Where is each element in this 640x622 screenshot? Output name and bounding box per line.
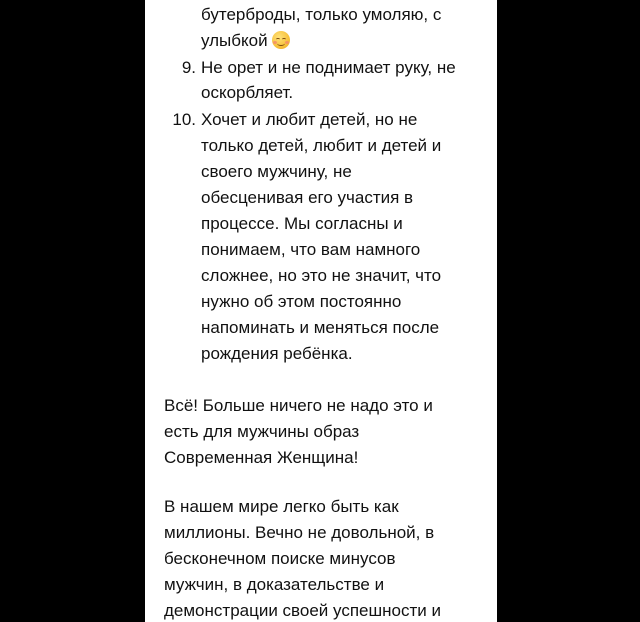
smiling-face-emoji-icon [272, 31, 290, 49]
screenshot-page [145, 0, 497, 622]
paragraph-2-line-1: В нашем мире легко быть как [164, 497, 399, 516]
list-item-10-line-8: нужно об этом постоянно [201, 292, 402, 311]
paragraph-1-line-2: есть для мужчины образ [164, 422, 360, 441]
list-item-10-line-3: своего мужчину, не [201, 162, 352, 181]
list-number-9: 9. [181, 58, 196, 77]
list-item-8-line-2 [201, 28, 290, 53]
paragraph-1-line-1: Всё! Больше ничего не надо это и [164, 396, 433, 415]
paragraph-2-line-5: демонстрации своей успешности и [164, 601, 441, 620]
list-item-8-line-1: бутерброды, только умоляю, с [201, 5, 442, 24]
list-item-8-line-2-text: улыбкой [201, 31, 268, 50]
list-item-10-line-6: понимаем, что вам намного [201, 240, 421, 259]
list-item-9-line-2: оскорбляет. [201, 83, 294, 102]
list-number-10: 10. [172, 110, 196, 129]
paragraph-2-line-2: миллионы. Вечно не довольной, в [164, 523, 435, 542]
list-item-9-line-1: Не орет и не поднимает руку, не [201, 58, 456, 77]
list-item-10-line-7: сложнее, но это не значит, что [201, 266, 442, 285]
list-item-10-line-1: Хочет и любит детей, но не [201, 110, 418, 129]
list-item-10-line-2: только детей, любит и детей и [201, 136, 442, 155]
paragraph-1-line-3: Современная Женщина! [164, 448, 359, 467]
list-item-10-line-5: процессе. Мы согласны и [201, 214, 403, 233]
list-item-10-line-9: напоминать и меняться после [201, 318, 440, 337]
list-item-10-line-4: обесценивая его участия в [201, 188, 414, 207]
list-item-10-line-10: рождения ребёнка. [201, 344, 353, 363]
paragraph-2-line-4: мужчин, в доказательстве и [164, 575, 385, 594]
paragraph-2-line-3: бесконечном поиске минусов [164, 549, 396, 568]
